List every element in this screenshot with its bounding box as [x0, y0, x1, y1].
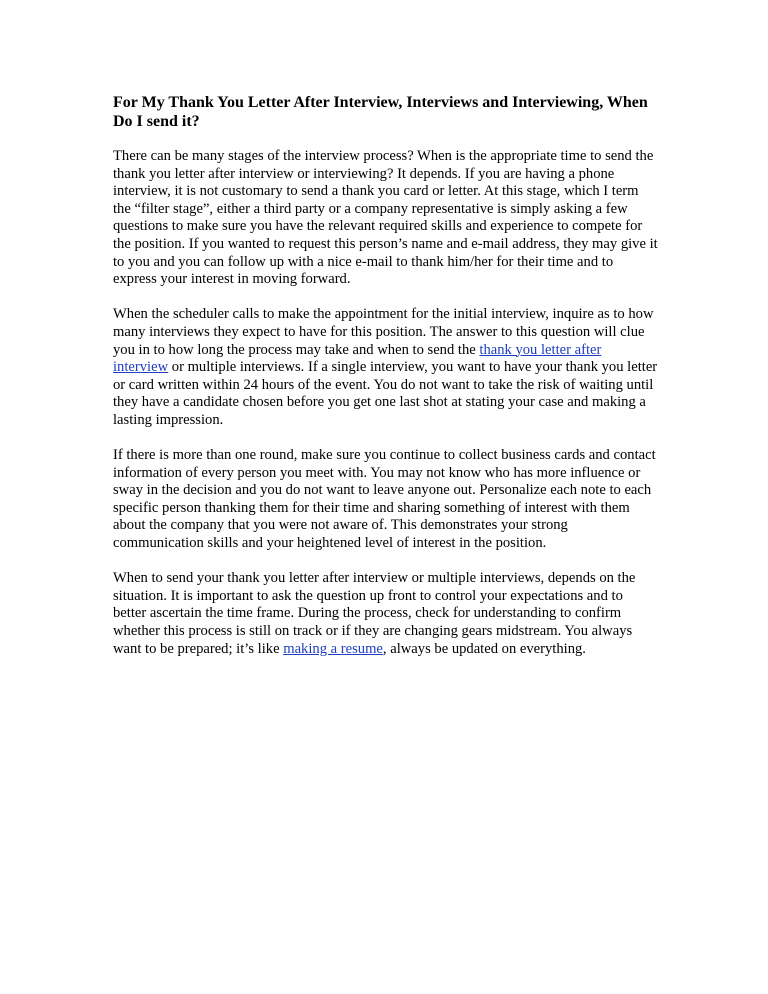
paragraph-4 — [113, 570, 659, 658]
paragraph-1 — [113, 148, 659, 289]
paragraph-1-text: There can be many stages of the interview process? When is the appropriate time to send the thank you letter after interview or interviewing? It depends. If you are having a phone interview, it is not customary to send a thank you card or letter. At this stage, which I term the “filter stage”, either a third party or a company representative is simply asking a few questions to make sure you have the relevant required skills and experience to compete for the position. If you wanted to request this person’s name and e-mail address, they may give it to you and you can follow up with a nice e-mail to thank him/her for their time and to express your interest in moving forward. — [113, 148, 658, 288]
paragraph-3 — [113, 447, 659, 553]
document-body — [113, 93, 659, 676]
paragraph-2-text-before: When the scheduler calls to make the appointment for the initial interview, inquire as to how many interviews they expect to have for this position. The answer to this question will clue you in to how long the process may take and when to send the — [113, 306, 654, 358]
paragraph-2 — [113, 306, 659, 429]
paragraph-3-text: If there is more than one round, make sure you continue to collect business cards and contact information of every person you meet with. You may not know who has more influence or sway in the decision and you do not want to leave anyone out. Personalize each note to each specific person thanking them for their time and sharing something of interest with them about the company that you were not aware of. This demonstrates your strong communication skills and your heightened level of interest in the position. — [113, 447, 656, 552]
making-a-resume-link[interactable]: making a resume — [283, 640, 383, 657]
paragraph-4-text-after: , always be updated on everything. — [382, 640, 586, 657]
document-title: For My Thank You Letter After Interview, Interviews and Interviewing, When Do I send it? — [113, 94, 648, 130]
thank-you-letter-link[interactable]: thank you letter after interview — [113, 341, 602, 376]
paragraph-2-text-after: or multiple interviews. If a single interview, you want to have your thank you letter or card written within 24 hours of the event. You do not want to take the risk of waiting until they have a candidate chosen before you get one last shot at stating your case and making a lasting impression. — [113, 359, 658, 428]
paragraph-4-text-before: When to send your thank you letter after interview or multiple interviews, depends on the situation. It is important to ask the question up front to control your expectations and to better ascertain the time frame. During the process, check for understanding to confirm whether this process is still on track or if they are changing gears midstream. You always want to be prepared; it’s like — [113, 570, 636, 657]
